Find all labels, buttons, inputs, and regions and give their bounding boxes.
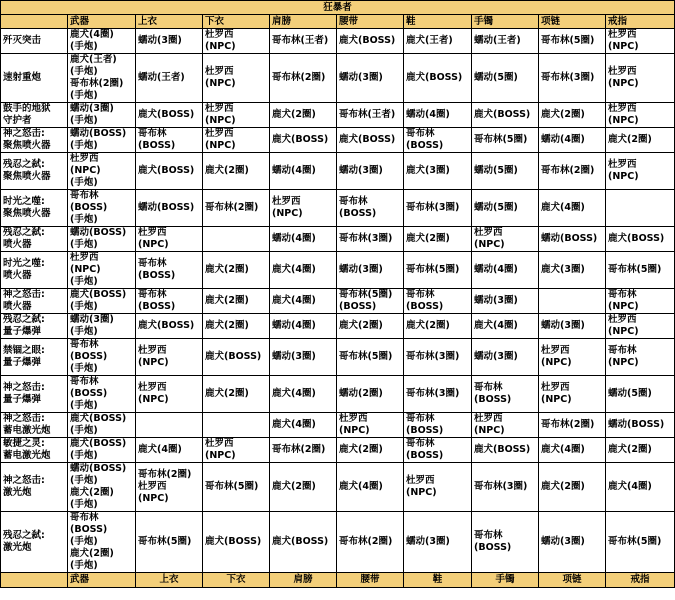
column-header: 上衣 <box>136 15 203 29</box>
table-row <box>1 128 675 153</box>
table-cell: 杜罗西 (NPC) <box>472 413 539 438</box>
table-cell: 哥布林(2圈) 杜罗西 (NPC) <box>136 463 203 512</box>
table-cell: 鹿犬(4圈) <box>136 438 203 463</box>
table-row <box>1 438 675 463</box>
column-header: 手镯 <box>472 15 539 29</box>
table-cell: 鹿犬(BOSS) (手炮) <box>68 438 136 463</box>
table-row <box>1 190 675 227</box>
table-cell: 鹿犬(BOSS) <box>337 29 404 54</box>
table-cell: 哥布林(2圈) <box>337 512 404 573</box>
row-label: 神之怒击: 量子爆弹 <box>1 376 68 413</box>
footer-row <box>1 573 675 588</box>
table-cell: 哥布林(3圈) <box>472 463 539 512</box>
table-cell: 哥布林(2圈) <box>539 413 606 438</box>
table-cell: 哥布林 (NPC) <box>606 339 675 376</box>
table-cell: 鹿犬(BOSS) <box>203 512 270 573</box>
table-cell: 鹿犬(2圈) <box>337 314 404 339</box>
table-cell: 鹿犬(2圈) <box>203 289 270 314</box>
table-cell: 哥布林(5圈) <box>404 252 472 289</box>
table-cell: 蠕动(BOSS) <box>136 190 203 227</box>
table-cell: 哥布林 (BOSS) (手炮) <box>68 376 136 413</box>
table-cell: 哥布林 (BOSS) <box>404 289 472 314</box>
table-row <box>1 463 675 512</box>
table-cell: 鹿犬(2圈) <box>203 252 270 289</box>
table-row <box>1 376 675 413</box>
table-cell: 蠕动(BOSS) (手炮) <box>68 128 136 153</box>
table-cell: 鹿犬(2圈) <box>203 153 270 190</box>
table-cell: 鹿犬(BOSS) (手炮) <box>68 413 136 438</box>
table-cell: 哥布林 (BOSS) <box>337 190 404 227</box>
table-body <box>1 29 675 573</box>
table-cell: 杜罗西 (NPC) <box>606 29 675 54</box>
table-cell: 蠕动(4圈) <box>404 103 472 128</box>
table-cell: 杜罗西 (NPC) <box>203 438 270 463</box>
table-cell: 杜罗西 (NPC) <box>136 227 203 252</box>
table-cell: 鹿犬(BOSS) <box>472 438 539 463</box>
table-cell: 鹿犬(4圈) (手炮) <box>68 29 136 54</box>
table-cell: 哥布林(2圈) <box>539 153 606 190</box>
table-row <box>1 252 675 289</box>
table-cell: 杜罗西 (NPC) <box>203 128 270 153</box>
row-label: 残忍之弑: 量子爆弹 <box>1 314 68 339</box>
table-cell: 蠕动(BOSS) <box>606 413 675 438</box>
column-header: 肩膀 <box>270 15 337 29</box>
table-row <box>1 314 675 339</box>
table-cell: 杜罗西 (NPC) <box>203 29 270 54</box>
row-label: 残忍之弑: 聚焦喷火器 <box>1 153 68 190</box>
table-cell: 鹿犬(王者) <box>404 29 472 54</box>
table-cell: 杜罗西 (NPC) <box>270 190 337 227</box>
table-cell <box>203 227 270 252</box>
table-cell: 鹿犬(2圈) <box>404 227 472 252</box>
table-cell: 鹿犬(2圈) <box>606 128 675 153</box>
table-cell: 蠕动(5圈) <box>472 190 539 227</box>
table-row <box>1 512 675 573</box>
table-cell: 杜罗西 (NPC) <box>203 54 270 103</box>
footer-header: 武器 <box>68 573 136 588</box>
table-cell: 哥布林(5圈) <box>472 128 539 153</box>
table-cell: 哥布林(2圈) <box>203 190 270 227</box>
row-label: 敏捷之灵: 蓄电激光炮 <box>1 438 68 463</box>
column-header: 武器 <box>68 15 136 29</box>
table-cell <box>203 413 270 438</box>
table-cell: 鹿犬(2圈) <box>337 438 404 463</box>
header-row <box>1 15 675 29</box>
table-cell: 鹿犬(4圈) <box>270 289 337 314</box>
table-cell: 鹿犬(BOSS) <box>136 103 203 128</box>
table-cell: 杜罗西 (NPC) (手炮) <box>68 153 136 190</box>
row-label: 速射重炮 <box>1 54 68 103</box>
table-cell: 蠕动(BOSS) (手炮) <box>68 227 136 252</box>
table-cell: 蠕动(4圈) <box>472 252 539 289</box>
row-label: 神之怒击: 聚焦喷火器 <box>1 128 68 153</box>
row-label: 歼灭突击 <box>1 29 68 54</box>
table-cell: 鹿犬(BOSS) <box>472 103 539 128</box>
table-cell: 蠕动(3圈) <box>404 512 472 573</box>
table-cell: 哥布林(3圈) <box>337 227 404 252</box>
table-row <box>1 29 675 54</box>
table-cell: 哥布林(5圈) (BOSS) <box>337 289 404 314</box>
table-cell: 哥布林 (BOSS) <box>404 413 472 438</box>
footer-corner <box>1 573 68 588</box>
table-cell <box>606 190 675 227</box>
footer-header: 鞋 <box>404 573 472 588</box>
table-cell: 蠕动(3圈) (手炮) <box>68 314 136 339</box>
table-cell: 哥布林(3圈) <box>404 339 472 376</box>
table-cell: 哥布林 (BOSS) <box>472 512 539 573</box>
table-cell: 鹿犬(2圈) <box>270 463 337 512</box>
footer-header: 项链 <box>539 573 606 588</box>
table-cell: 鹿犬(BOSS) (手炮) <box>68 289 136 314</box>
table-cell: 鹿犬(2圈) <box>404 314 472 339</box>
table-cell: 杜罗西 (NPC) <box>136 376 203 413</box>
table-cell: 哥布林 (BOSS) (手炮) <box>68 190 136 227</box>
table-cell: 鹿犬(2圈) <box>539 103 606 128</box>
column-header: 腰带 <box>337 15 404 29</box>
footer-header: 下衣 <box>203 573 270 588</box>
footer-header: 手镯 <box>472 573 539 588</box>
table-cell: 蠕动(3圈) <box>472 339 539 376</box>
table-cell: 鹿犬(2圈) <box>203 314 270 339</box>
table-cell: 蠕动(BOSS) (手炮) 鹿犬(2圈) (手炮) <box>68 463 136 512</box>
footer-header: 腰带 <box>337 573 404 588</box>
table-cell: 杜罗西 (NPC) <box>606 153 675 190</box>
column-header: 下衣 <box>203 15 270 29</box>
table-cell: 哥布林(5圈) <box>203 463 270 512</box>
table-cell: 杜罗西 (NPC) <box>606 314 675 339</box>
table-cell: 哥布林(王者) <box>270 29 337 54</box>
table-cell: 蠕动(5圈) <box>472 54 539 103</box>
table-cell <box>136 413 203 438</box>
table-cell: 哥布林(3圈) <box>404 190 472 227</box>
table-cell: 鹿犬(4圈) <box>270 413 337 438</box>
table-cell: 杜罗西 (NPC) <box>136 339 203 376</box>
table-cell <box>539 289 606 314</box>
table-cell: 杜罗西 (NPC) (手炮) <box>68 252 136 289</box>
row-label: 神之怒击: 喷火器 <box>1 289 68 314</box>
table-cell: 鹿犬(BOSS) <box>203 339 270 376</box>
table-cell: 蠕动(4圈) <box>270 314 337 339</box>
table-cell: 蠕动(BOSS) <box>539 227 606 252</box>
table-cell: 鹿犬(4圈) <box>539 438 606 463</box>
table-cell: 鹿犬(4圈) <box>606 463 675 512</box>
table-cell: 鹿犬(2圈) <box>539 463 606 512</box>
table-cell: 鹿犬(3圈) <box>539 252 606 289</box>
table-cell: 蠕动(3圈) <box>539 314 606 339</box>
row-label: 时光之噬: 喷火器 <box>1 252 68 289</box>
table-cell: 哥布林 (BOSS) <box>136 289 203 314</box>
table-cell: 哥布林(3圈) <box>404 376 472 413</box>
table-cell: 鹿犬(4圈) <box>270 252 337 289</box>
table-cell: 蠕动(3圈) <box>472 289 539 314</box>
table-row <box>1 289 675 314</box>
table-cell: 蠕动(3圈) <box>539 512 606 573</box>
table-cell: 鹿犬(王者) (手炮) 哥布林(2圈) (手炮) <box>68 54 136 103</box>
table-cell: 鹿犬(BOSS) <box>270 128 337 153</box>
table-cell: 哥布林 (BOSS) <box>136 128 203 153</box>
table-cell: 蠕动(王者) <box>472 29 539 54</box>
table-cell: 蠕动(4圈) <box>270 227 337 252</box>
table-cell: 蠕动(4圈) <box>270 153 337 190</box>
table-cell: 哥布林 (NPC) <box>606 289 675 314</box>
table-cell: 鹿犬(2圈) <box>203 376 270 413</box>
footer-header: 肩膀 <box>270 573 337 588</box>
table-cell: 鹿犬(4圈) <box>337 463 404 512</box>
footer-header: 戒指 <box>606 573 675 588</box>
table-cell: 鹿犬(BOSS) <box>136 314 203 339</box>
table-cell: 杜罗西 (NPC) <box>606 103 675 128</box>
table-cell: 哥布林(5圈) <box>337 339 404 376</box>
table-cell: 哥布林(BOSS) <box>472 376 539 413</box>
table-cell: 哥布林(王者) <box>337 103 404 128</box>
table-cell: 杜罗西 (NPC) <box>539 339 606 376</box>
table-cell: 蠕动(5圈) <box>606 376 675 413</box>
column-header: 项链 <box>539 15 606 29</box>
table-cell: 哥布林 (BOSS) <box>404 438 472 463</box>
table-cell: 哥布林 (BOSS) (手炮) 鹿犬(2圈) (手炮) <box>68 512 136 573</box>
table-cell: 哥布林 (BOSS) (手炮) <box>68 339 136 376</box>
table-cell: 鹿犬(4圈) <box>539 190 606 227</box>
table-cell: 鹿犬(BOSS) <box>136 153 203 190</box>
table-title: 狂暴者 <box>1 1 675 15</box>
table-row <box>1 413 675 438</box>
table-cell: 杜罗西 (NPC) <box>203 103 270 128</box>
table-cell: 蠕动(4圈) <box>539 128 606 153</box>
row-label: 时光之噬: 聚焦喷火器 <box>1 190 68 227</box>
row-label: 残忍之弑: 喷火器 <box>1 227 68 252</box>
header-corner <box>1 15 68 29</box>
table-cell: 蠕动(2圈) <box>337 376 404 413</box>
table-cell: 鹿犬(3圈) <box>404 153 472 190</box>
table-cell: 杜罗西 (NPC) <box>337 413 404 438</box>
table-cell: 鹿犬(BOSS) <box>606 227 675 252</box>
table-cell: 哥布林(5圈) <box>136 512 203 573</box>
table-cell: 杜罗西 (NPC) <box>472 227 539 252</box>
table-row <box>1 153 675 190</box>
row-label: 残忍之弑: 激光炮 <box>1 512 68 573</box>
table-cell: 蠕动(3圈) <box>136 29 203 54</box>
table-cell: 鹿犬(BOSS) <box>270 512 337 573</box>
table-row <box>1 227 675 252</box>
table-cell: 哥布林(5圈) <box>606 512 675 573</box>
row-label: 神之怒击: 蓄电激光炮 <box>1 413 68 438</box>
table-row <box>1 103 675 128</box>
footer-header: 上衣 <box>136 573 203 588</box>
table-cell: 蠕动(5圈) <box>472 153 539 190</box>
table-cell: 杜罗西 (NPC) <box>606 54 675 103</box>
column-header: 戒指 <box>606 15 675 29</box>
table-cell: 鹿犬(2圈) <box>270 103 337 128</box>
table-cell: 鹿犬(BOSS) <box>404 54 472 103</box>
table-cell: 鹿犬(4圈) <box>472 314 539 339</box>
table-cell: 哥布林(2圈) <box>270 438 337 463</box>
table-cell: 蠕动(3圈) (手炮) <box>68 103 136 128</box>
table-cell: 杜罗西 (NPC) <box>539 376 606 413</box>
table-cell: 哥布林 (BOSS) <box>404 128 472 153</box>
table-cell: 哥布林(3圈) <box>539 54 606 103</box>
table-cell: 鹿犬(2圈) <box>606 438 675 463</box>
table-cell: 杜罗西 (NPC) <box>404 463 472 512</box>
table-cell: 哥布林(2圈) <box>270 54 337 103</box>
table-cell: 蠕动(王者) <box>136 54 203 103</box>
row-label: 神之怒击: 激光炮 <box>1 463 68 512</box>
table-cell: 哥布林(5圈) <box>539 29 606 54</box>
table-cell: 鹿犬(BOSS) <box>337 128 404 153</box>
table-row <box>1 54 675 103</box>
table-cell: 蠕动(3圈) <box>270 339 337 376</box>
row-label: 鼓手的地狱 守护者 <box>1 103 68 128</box>
table-row <box>1 339 675 376</box>
table-cell: 蠕动(3圈) <box>337 153 404 190</box>
table-cell: 哥布林(5圈) <box>606 252 675 289</box>
column-header: 鞋 <box>404 15 472 29</box>
table-cell: 鹿犬(4圈) <box>270 376 337 413</box>
row-label: 禁锢之眼: 量子爆弹 <box>1 339 68 376</box>
table-cell: 蠕动(3圈) <box>337 252 404 289</box>
table-cell: 蠕动(3圈) <box>337 54 404 103</box>
table-cell: 哥布林 (BOSS) <box>136 252 203 289</box>
